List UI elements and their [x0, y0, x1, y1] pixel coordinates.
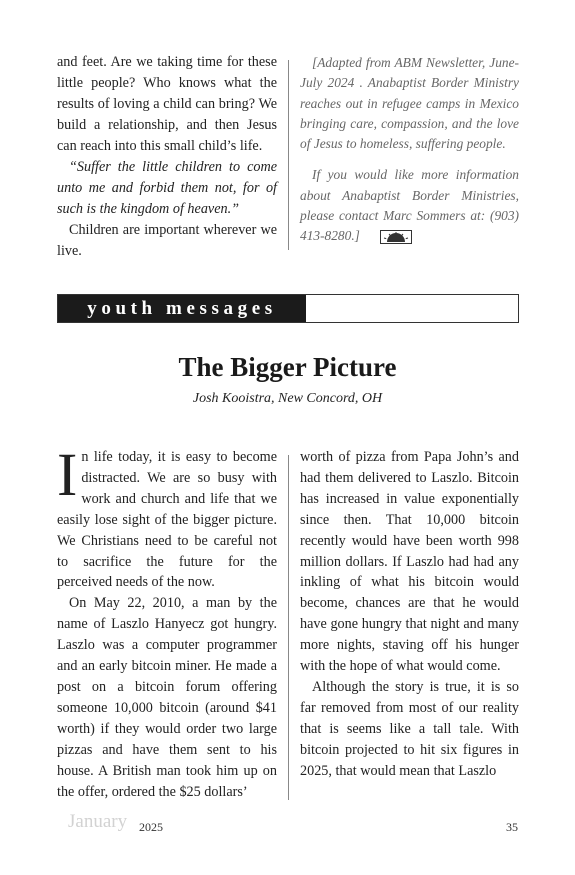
article-column-right [300, 447, 519, 782]
footer-month: January [68, 811, 128, 832]
article-byline: Josh Kooistra, New Concord, OH [192, 391, 383, 406]
section-header [57, 294, 519, 323]
paragraph-text: n life today, it is easy to become distracted. We are so busy with work and church and life that we easily lose sight of the bigger picture. We Christians need to be careful not to sacrifice the future for the perceived needs of the now. [57, 449, 277, 591]
paragraph: On May 22, 2010, a man by the name of Laszlo Hanyecz got hungry. Laszlo was a computer programmer and an early bitcoin miner. He made a post on a bitcoin forum offering someone 10,000 bitcoin (around $41 worth) if they would order two large pizzas and have them sent to his house. A British man took him up on the offer, ordered the $25 dollars’ [57, 595, 277, 800]
drop-cap: I [57, 442, 78, 509]
previous-article-ending [57, 52, 277, 262]
footer-year: 2025 [139, 820, 163, 834]
note-source: [Adapted from ABM Newsletter, June-July 2024 . Anabaptist Border Ministry reaches out in refugee camps in Mexico bringing care, compassion, and the love of Jesus to homeless, suffering people. [300, 55, 519, 152]
column-divider [288, 60, 289, 250]
article-title: The Bigger Picture [178, 352, 397, 382]
note-contact [300, 165, 519, 246]
paragraph: and feet. Are we taking time for these little people? Who knows what the results of loving a child can bring? We build a relationship, and then Jesus can reach into this small child’s life. [57, 54, 277, 154]
paragraph: worth of pizza from Papa John’s and had them delivered to Laszlo. Bitcoin has increased in value exponentially since then. That 10,000 bitcoin recently would have been worth 998 million dollars. If Laszlo had had any inkling of what his bitcoin would become, chances are that he would have gone hungry that night and many more nights, staving off his hunger with the hope of what would come. [300, 449, 519, 675]
section-label: youth messages [58, 295, 306, 322]
paragraph: Children are important wherever we live. [57, 222, 277, 259]
paragraph: Although the story is true, it is so far removed from most of our reality that is seems like a tall tale. With bitcoin projected to hit six figures in 2025, that would mean that Laszlo [300, 678, 519, 779]
note-contact-text: If you would like more information about Anabaptist Border Ministries, please contact Marc Sommers at: (903) 413-8280.] [300, 167, 519, 244]
paragraph [57, 442, 277, 593]
editor-note [300, 53, 519, 247]
column-divider [288, 455, 289, 800]
scripture-quote: “Suffer the little children to come unto me and forbid them not, for of such is the kingdom of heaven.” [57, 159, 277, 217]
page-number: 35 [506, 820, 518, 834]
sunrise-ornament-icon [380, 230, 412, 244]
article-column-left [57, 442, 277, 802]
